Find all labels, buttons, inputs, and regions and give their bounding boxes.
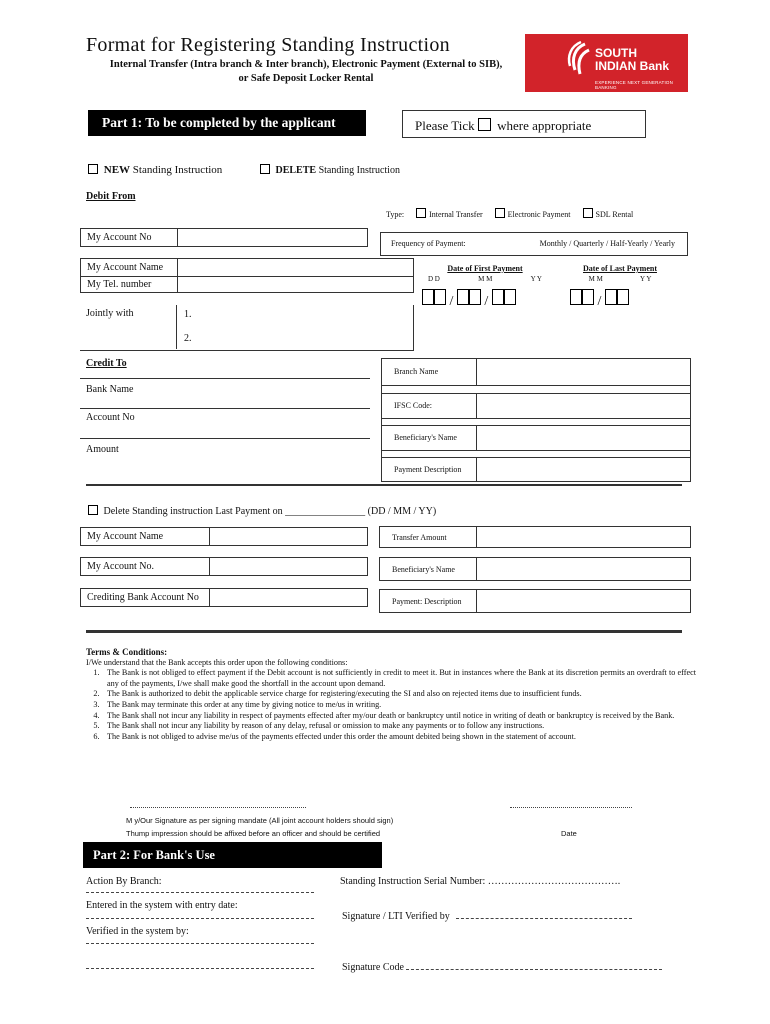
ifsc-row[interactable] (382, 393, 690, 419)
divider-2 (86, 630, 682, 633)
terms-item-number: 4. (93, 710, 100, 720)
credit-to-heading: Credit To (86, 358, 127, 369)
terms-item (86, 700, 696, 711)
del-my-account-name-label: My Account Name (87, 531, 164, 542)
date-last-label: Date of Last Payment (583, 264, 657, 273)
date-first-boxes[interactable] (422, 289, 548, 310)
logo-tagline: EXPERIENCE NEXT GENERATION BANKING (595, 80, 674, 90)
last-m2[interactable] (582, 289, 594, 305)
signature-code[interactable] (342, 962, 404, 973)
verified-line[interactable] (86, 943, 314, 944)
subtitle-line-2: or Safe Deposit Locker Rental (238, 73, 374, 84)
part1-heading: Part 1: To be completed by the applicant (102, 115, 336, 130)
signature-line (130, 807, 306, 808)
last-m1[interactable] (570, 289, 582, 305)
delete-si-last-payment[interactable] (88, 505, 436, 517)
jointly-with-box (80, 305, 414, 351)
new-label: NEW (103, 164, 131, 176)
terms-item (86, 721, 696, 732)
please-tick-box (402, 110, 646, 138)
first-m2[interactable] (469, 289, 481, 305)
beneficiary-name-label: Beneficiary's Name (394, 433, 457, 442)
type-electronic-payment: Electronic Payment (507, 210, 571, 219)
delete-label: DELETE (275, 165, 317, 176)
example-checkbox (478, 118, 491, 131)
delete-last-payment-label: Delete Standing instruction Last Payment on ________________ (DD / MM / YY) (103, 506, 437, 517)
del-beneficiary-name-label: Beneficiary's Name (392, 565, 455, 574)
first-yy: Y Y (530, 275, 542, 283)
signature-note-1: M y/Our Signature as per signing mandate (All joint account holders should sign) (126, 816, 394, 825)
date-last-boxes[interactable] (570, 289, 670, 310)
logo-wordmark (595, 47, 669, 73)
last-slash: / (597, 294, 602, 309)
delete-last-payment-checkbox[interactable] (88, 505, 98, 515)
branch-name-row[interactable] (382, 359, 690, 386)
type-label: Type: (386, 210, 405, 219)
entered-in-system: Entered in the system with entry date: (86, 900, 238, 911)
terms-item-number: 5. (93, 721, 100, 731)
signature-lti-verified[interactable] (342, 911, 450, 922)
terms-item (86, 689, 696, 700)
internal-transfer-checkbox[interactable] (416, 208, 426, 218)
page-title: Format for Registering Standing Instruction (86, 34, 450, 56)
date-first-payment (422, 264, 548, 310)
sdl-rental-checkbox[interactable] (583, 208, 593, 218)
terms-heading: Terms & Conditions: (86, 647, 168, 657)
terms-section (86, 647, 696, 742)
del-payment-description[interactable] (379, 589, 691, 613)
del-my-account-name[interactable] (80, 527, 368, 546)
bank-name-field[interactable] (80, 378, 370, 402)
delete-suffix: Standing Instruction (318, 165, 400, 176)
logo-line-1: SOUTH (595, 46, 637, 60)
please-tick-suffix: where appropriate (497, 118, 592, 133)
part2-heading-bar (83, 842, 382, 868)
bank-name-label: Bank Name (86, 384, 134, 395)
terms-item (86, 711, 696, 722)
last-y2[interactable] (617, 289, 629, 305)
terms-item-number: 3. (93, 699, 100, 709)
first-slash-1: / (449, 294, 454, 309)
last-mm: M M (588, 275, 603, 283)
ifsc-label: IFSC Code: (394, 401, 433, 410)
type-sdl-rental: SDL Rental (595, 210, 634, 219)
tel-number-field[interactable] (80, 276, 414, 293)
verified-in-system: Verified in the system by: (86, 926, 189, 937)
logo-emblem-icon (565, 40, 593, 82)
date-last-format (570, 275, 670, 283)
first-slash-2: / (484, 294, 489, 309)
del-my-account-no[interactable] (80, 557, 368, 576)
terms-item-text: The Bank shall not incur any liability in respect of payments effected after my/our death or bankruptcy until notice in writing of death or bankruptcy is received by the Bank. (107, 710, 675, 720)
credit-left-fields (80, 378, 370, 462)
delete-si-option[interactable] (260, 164, 400, 176)
page-subtitle (86, 58, 526, 86)
terms-item-text: The Bank may terminate this order at any time by giving notice to me/us in writing. (107, 699, 382, 709)
entered-line[interactable] (86, 918, 314, 919)
first-y1[interactable] (492, 289, 504, 305)
joint-holder-1[interactable]: 1. (184, 309, 192, 320)
terms-item-number: 1. (93, 668, 100, 678)
my-account-no-field[interactable] (80, 228, 368, 247)
terms-list (86, 668, 696, 742)
tel-number-label: My Tel. number (87, 279, 152, 290)
signature-code-line[interactable] (406, 969, 662, 970)
amount-field[interactable] (80, 438, 370, 462)
beneficiary-name-row[interactable] (382, 425, 690, 451)
frequency-options[interactable]: Monthly / Quarterly / Half-Yearly / Yearly (539, 239, 675, 248)
terms-item-number: 2. (93, 689, 100, 699)
del-my-account-no-label: My Account No. (87, 561, 154, 572)
my-account-name-label: My Account Name (87, 262, 164, 273)
bottom-left-line[interactable] (86, 968, 314, 969)
del-payment-description-label: Payment: Description (392, 597, 462, 606)
my-account-no-label: My Account No (87, 232, 152, 243)
frequency-box (380, 232, 688, 256)
del-transfer-amount-label: Transfer Amount (392, 533, 447, 542)
del-crediting-bank[interactable] (80, 588, 368, 607)
amount-label: Amount (86, 444, 119, 455)
terms-item-text: The Bank is authorized to debit the applicable service charge for registering/executing the SI and also on rejected items due to insufficient funds. (107, 689, 582, 699)
part2-heading: Part 2: For Bank's Use (93, 848, 215, 862)
type-row (386, 208, 686, 219)
terms-item-number: 6. (93, 731, 100, 741)
date-label: Date (561, 829, 577, 838)
date-last-payment (570, 264, 670, 310)
action-by-branch: Action By Branch: (86, 876, 162, 887)
terms-intro: I/We understand that the Bank accepts this order upon the following conditions: (86, 657, 348, 667)
branch-name-label: Branch Name (394, 367, 439, 376)
payment-description-label: Payment Description (394, 465, 462, 474)
signature-lti-label: Signature / LTI Verified by (342, 911, 450, 922)
account-no-field[interactable] (80, 408, 370, 438)
first-d1[interactable] (422, 289, 434, 305)
first-y2[interactable] (504, 289, 516, 305)
new-si-option[interactable] (88, 164, 222, 176)
terms-item (86, 668, 696, 689)
credit-right-table (381, 358, 691, 482)
electronic-payment-checkbox[interactable] (495, 208, 505, 218)
bank-logo (525, 34, 688, 92)
first-d2[interactable] (434, 289, 446, 305)
jointly-with-label: Jointly with (86, 308, 134, 319)
first-mm: M M (478, 275, 493, 283)
debit-from-heading: Debit From (86, 191, 136, 202)
subtitle-line-1: Internal Transfer (Intra branch & Inter branch), Electronic Payment (External to SIB), (109, 59, 503, 70)
date-first-format (422, 275, 548, 283)
new-si-checkbox[interactable] (88, 164, 98, 174)
del-beneficiary-name[interactable] (379, 557, 691, 581)
terms-item-text: The Bank is not obliged to effect payment if the Debit account is not sufficiently in credit to meet it. But in instances where the Bank at its discretion permits an overdraft to effect any of the payments, I/we shall make good the shortfall in the account upon demand. (107, 668, 696, 688)
part1-heading-bar (88, 110, 366, 136)
last-yy: Y Y (640, 275, 652, 283)
payment-description-row[interactable] (382, 457, 690, 482)
my-account-name-field[interactable] (80, 258, 414, 277)
joint-holder-2[interactable]: 2. (184, 333, 192, 344)
si-serial-number[interactable]: Standing Instruction Serial Number: …………………………………. (340, 876, 621, 887)
account-no-label: Account No (86, 412, 135, 423)
terms-item-text: The Bank is not obliged to advise me/us of the payments effected under this order the amount debited being shown in the statement of account. (107, 731, 576, 741)
please-tick-prefix: Please Tick (415, 118, 475, 133)
terms-item (86, 732, 696, 743)
divider-1 (86, 484, 682, 486)
terms-item-text: The Bank shall not incur any liability by reason of any delay, refusal or omission to make any payments or to follow any instructions. (107, 721, 545, 731)
type-internal-transfer: Internal Transfer (429, 210, 483, 219)
del-transfer-amount[interactable] (379, 526, 691, 548)
del-crediting-bank-label: Crediting Bank Account No (87, 592, 199, 603)
date-first-label: Date of First Payment (447, 264, 523, 273)
signature-code-label: Signature Code (342, 962, 404, 973)
signature-lti-line[interactable] (456, 918, 632, 919)
signature-note-2: Thump impression should be affixed before an officer and should be certified (126, 829, 381, 838)
action-by-branch-line[interactable] (86, 892, 314, 893)
date-line (510, 807, 632, 808)
last-y1[interactable] (605, 289, 617, 305)
new-suffix: Standing Instruction (132, 164, 223, 176)
first-dd: D D (428, 275, 440, 283)
delete-si-checkbox[interactable] (260, 164, 270, 174)
logo-line-2: INDIAN Bank (595, 59, 670, 73)
frequency-label: Frequency of Payment: (391, 239, 466, 248)
first-m1[interactable] (457, 289, 469, 305)
